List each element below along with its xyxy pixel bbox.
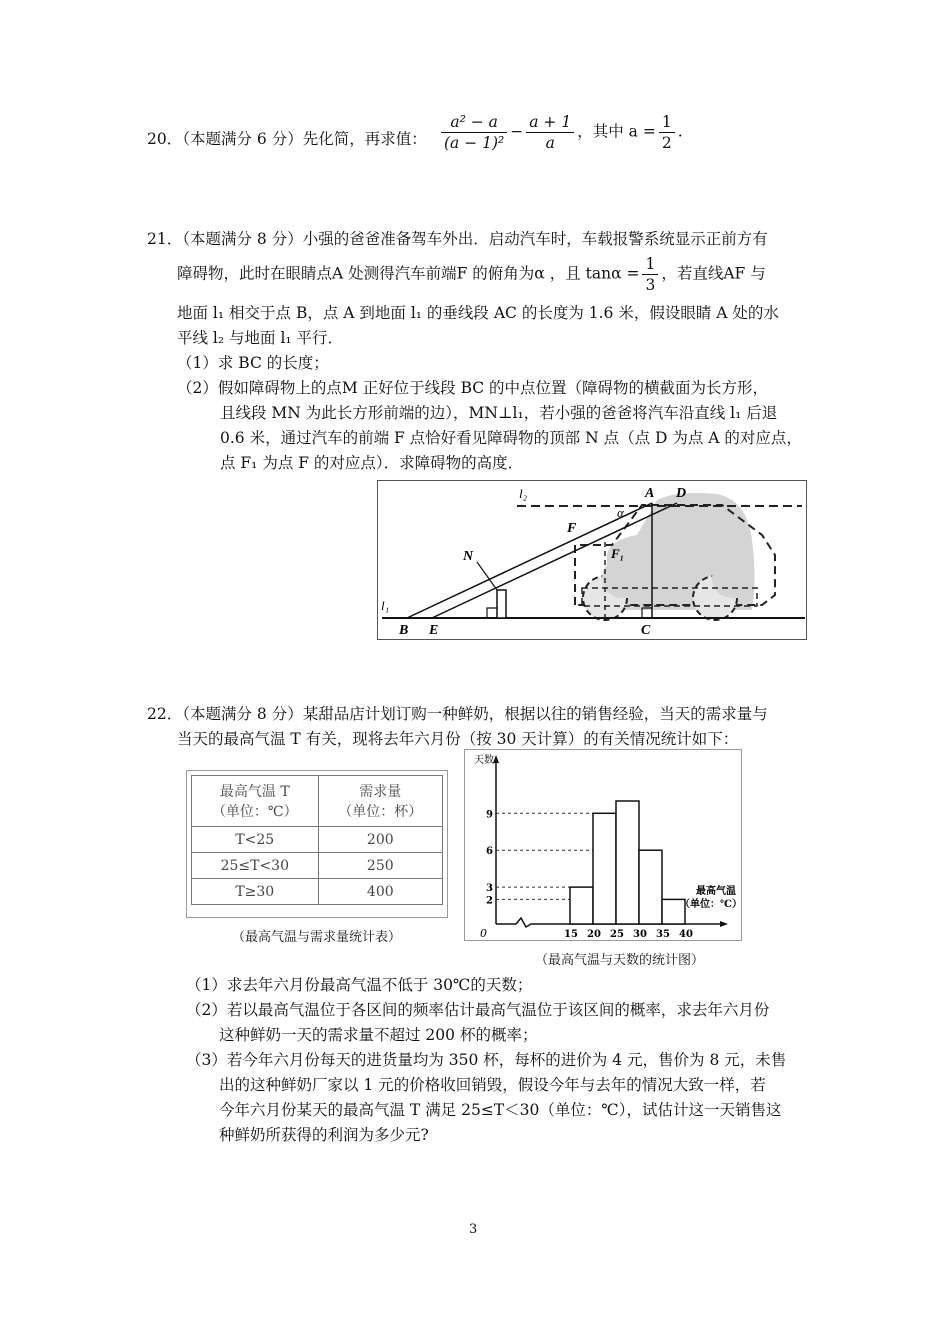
q21-text-2b: ，若直线AF 与 bbox=[661, 264, 766, 283]
q21-sub-2-line-1: （2）假如障碍物上的点M 正好位于线段 BC 的中点位置（障碍物的横截面为长方形， bbox=[177, 379, 769, 397]
q22-sub-1: （1）求去年六月份最高气温不低于 30℃的天数； bbox=[186, 976, 533, 994]
table-row bbox=[192, 879, 443, 905]
q20-fraction-2 bbox=[526, 112, 574, 153]
q21-tan-denominator: 3 bbox=[645, 276, 656, 294]
label-N: N bbox=[463, 549, 474, 564]
q22-sub-3-line-3: 今年六月份某天的最高气温 T 满足 25≤T＜30（单位：℃），试估计这一天销售这 bbox=[219, 1101, 782, 1119]
table-header-demand-l2: （单位：杯） bbox=[338, 804, 423, 820]
table-cell-val: 400 bbox=[318, 879, 442, 905]
q22-sub-3-line-4: 种鲜奶所获得的利润为多少元? bbox=[219, 1126, 429, 1144]
label-l2: l₂ bbox=[519, 486, 528, 501]
q21-tan-numerator: 1 bbox=[642, 254, 658, 275]
q22-sub-2-line-2: 这种鲜奶一天的需求量不超过 200 杯的概率； bbox=[219, 1026, 538, 1044]
q21-line-3: 地面 l₁ 相交于点 B，点 A 到地面 l₁ 的垂线段 AC 的长度为 1.6 米，假设眼睛 A 处的水 bbox=[177, 304, 779, 322]
label-F1: F₁ bbox=[611, 546, 625, 561]
q21-tan-fraction bbox=[642, 254, 658, 295]
q20-frac2-denominator: a bbox=[545, 134, 555, 152]
x-tick-label: 35 bbox=[656, 929, 670, 940]
q20-header: ．（本题满分 6 分）先化简，再求值： bbox=[166, 130, 427, 148]
histogram-xlabel-l2: （单位：℃） bbox=[680, 899, 742, 910]
q20-frac1-numerator: a² − a bbox=[441, 112, 507, 133]
q20-minus: − bbox=[510, 122, 524, 141]
table-cell-cond: 25≤T<30 bbox=[192, 853, 319, 879]
table-row bbox=[192, 827, 443, 853]
q21-line-1 bbox=[147, 228, 768, 250]
label-alpha: α bbox=[617, 505, 624, 520]
table-cell-cond: T<25 bbox=[192, 827, 319, 853]
table-header-demand bbox=[318, 776, 442, 827]
x-tick-label: 20 bbox=[587, 929, 601, 940]
q21-sub-2-line-3: 0.6 米，通过汽车的前端 F 点恰好看见障碍物的顶部 N 点（点 D 为点 A 的对应点， bbox=[220, 429, 802, 447]
page-number: 3 bbox=[469, 1222, 478, 1237]
histogram-ylabel: 天数 bbox=[474, 755, 494, 766]
demand-table-frame bbox=[186, 770, 448, 918]
q22-text-1: ．（本题满分 8 分）某甜品店计划订购一种鲜奶，根据以往的销售经验，当天的需求量与 bbox=[166, 705, 768, 723]
histogram-caption: （最高气温与天数的统计图） bbox=[535, 953, 705, 968]
y-tick-label: 2 bbox=[486, 895, 493, 907]
table-header-demand-l1: 需求量 bbox=[359, 784, 402, 800]
table-cell-cond: T≥30 bbox=[192, 879, 319, 905]
label-F: F bbox=[567, 521, 577, 536]
q22-line-1 bbox=[147, 703, 768, 725]
x-tick-label: 15 bbox=[564, 929, 578, 940]
label-C: C bbox=[641, 623, 651, 638]
q21-text-1: ．（本题满分 8 分）小强的爸爸准备驾车外出．启动汽车时，车载报警系统显示正前方有 bbox=[166, 230, 768, 248]
y-tick-label: 6 bbox=[486, 846, 493, 858]
x-tick-label: 40 bbox=[679, 929, 693, 940]
q22-sub-3-line-2: 出的这种鲜奶厂家以 1 元的价格收回销毁，假设今年与去年的情况大致一样，若 bbox=[219, 1076, 766, 1094]
y-tick-label: 3 bbox=[486, 883, 493, 895]
table-caption: （最高气温与需求量统计表） bbox=[232, 930, 402, 945]
q22-sub-3-line-1: （3）若今年六月份每天的进货量均为 350 杯，每杯的进价为 4 元，售价为 8 元，未售 bbox=[186, 1051, 787, 1069]
x-tick-label: 25 bbox=[610, 929, 624, 940]
q21-sub-1: （1）求 BC 的长度； bbox=[177, 354, 329, 372]
histogram-bar bbox=[616, 801, 639, 924]
label-A: A bbox=[645, 486, 655, 501]
q22-line-2: 当天的最高气温 T 有关，现将去年六月份（按 30 天计算）的有关情况统计如下： bbox=[177, 730, 739, 748]
q22-number: 22 bbox=[147, 705, 167, 723]
y-tick-label: 9 bbox=[486, 809, 493, 821]
q20-fraction-1 bbox=[441, 112, 507, 153]
q21-line-2 bbox=[177, 254, 766, 295]
q21-car-figure bbox=[377, 480, 807, 640]
q21-sub-2-line-2: 且线段 MN 为此长方形前端的边），MN⊥l₁，若小强的爸爸将汽车沿直线 l₁ 后退 bbox=[220, 404, 778, 422]
q20-number: 20 bbox=[147, 130, 167, 148]
q20-frac3-numerator: 1 bbox=[659, 112, 675, 133]
table-header-temp-l1: 最高气温 T bbox=[219, 784, 290, 800]
label-D: D bbox=[676, 486, 687, 501]
q21-number: 21 bbox=[147, 230, 167, 248]
histogram-origin-label: 0 bbox=[480, 927, 487, 940]
q20-frac3-denominator: 2 bbox=[661, 134, 672, 152]
q20-frac1-denominator: (a − 1)² bbox=[444, 134, 505, 152]
obstacle bbox=[497, 590, 506, 618]
q20-end: . bbox=[677, 122, 683, 141]
q20-line bbox=[147, 128, 427, 150]
histogram-bar bbox=[639, 850, 662, 924]
q22-sub-2-line-1: （2）若以最高气温位于各区间的频率估计最高气温位于该区间的概率，求去年六月份 bbox=[186, 1001, 770, 1019]
temperature-histogram bbox=[464, 749, 742, 941]
wheel-front bbox=[602, 558, 642, 598]
wheel-rear bbox=[712, 558, 752, 598]
q21-text-2a: 障碍物，此时在眼睛点A 处测得汽车前端F 的俯角为α ，且 tanα = bbox=[177, 264, 640, 283]
table-cell-val: 250 bbox=[318, 853, 442, 879]
label-B: B bbox=[399, 623, 409, 638]
label-l1: l₁ bbox=[381, 598, 390, 613]
x-tick-label: 30 bbox=[633, 929, 647, 940]
table-header-temp bbox=[192, 776, 319, 827]
demand-table bbox=[191, 775, 443, 905]
q21-line-4: 平线 l₂ 与地面 l₁ 平行． bbox=[177, 329, 344, 347]
q20-expression bbox=[438, 112, 683, 153]
label-E: E bbox=[429, 623, 439, 638]
histogram-bar bbox=[570, 887, 593, 924]
table-cell-val: 200 bbox=[318, 827, 442, 853]
q20-where: ，其中 a = bbox=[577, 122, 656, 141]
q20-frac2-numerator: a + 1 bbox=[526, 112, 574, 133]
q20-fraction-3 bbox=[659, 112, 675, 153]
q21-sub-2-line-4: 点 F₁ 为点 F 的对应点）．求障碍物的高度． bbox=[220, 454, 524, 472]
table-row bbox=[192, 853, 443, 879]
histogram-xlabel-l1: 最高气温 bbox=[696, 886, 736, 897]
table-header-temp-l2: （单位：℃） bbox=[211, 804, 298, 820]
histogram-bar bbox=[593, 813, 616, 924]
